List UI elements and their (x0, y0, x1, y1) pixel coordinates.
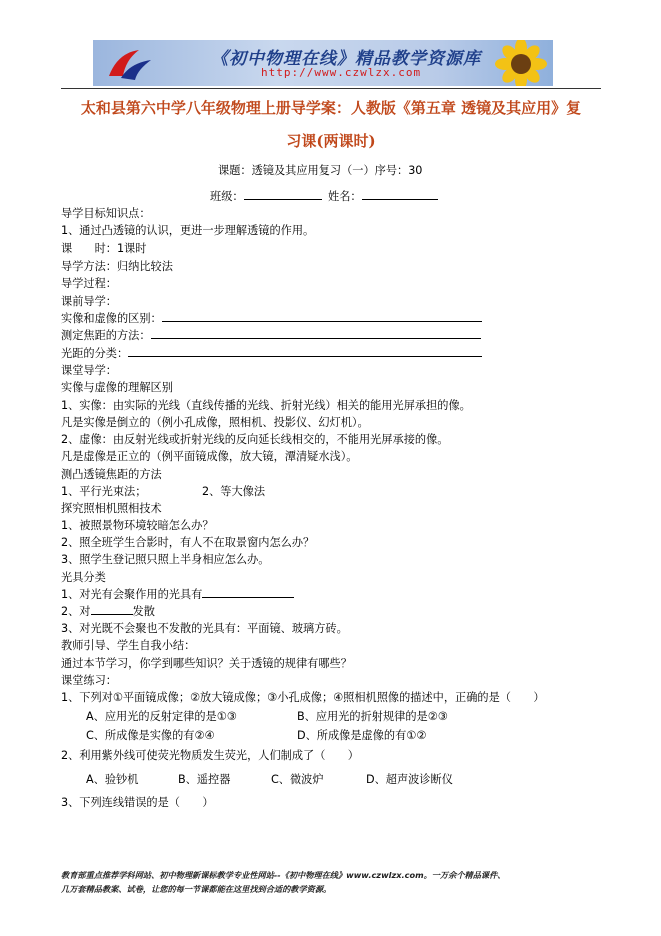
rv-heading: 实像与虚像的理解区别 (61, 381, 173, 394)
name-field (328, 188, 438, 204)
name-label: 姓名： (328, 190, 362, 203)
site-logo-icon (105, 46, 153, 82)
sunflower-icon (493, 40, 549, 86)
fill-blank (162, 310, 482, 322)
class-blank (244, 188, 322, 200)
fill-label: 光距的分类： (61, 347, 129, 360)
fill-blank (151, 327, 481, 339)
rv-item: 2、虚像：由反射光线或折射光线的反向延长线相交的，不能用光屏承接的像。 (61, 433, 449, 446)
goal-heading: 导学目标知识点： (61, 207, 151, 220)
class-hours: 课 时：1课时 (61, 242, 147, 255)
fill-blank (128, 345, 482, 357)
process-heading: 导学过程： (61, 277, 117, 290)
header-banner (93, 40, 553, 86)
option-b: B、应用光的折射规律的是②③ (297, 710, 448, 723)
fill-focal (61, 327, 481, 343)
name-blank (362, 188, 438, 200)
option-a: A、应用光的反射定律的是①③ (86, 710, 237, 723)
fill-real-virtual (61, 310, 482, 326)
class-label: 班级： (210, 190, 244, 203)
summary-question: 通过本节学习，你学到哪些知识？关于透镜的规律有哪些？ (61, 657, 352, 670)
banner-url: http://www.czwlzx.com (261, 66, 422, 79)
option-d: D、所成像是虚像的有①② (297, 729, 427, 742)
camera-heading: 探究照相机照相技术 (61, 502, 162, 515)
doc-title-line1: 太和县第六中学八年级物理上册导学案：人教版《第五章 透镜及其应用》复 (80, 99, 582, 117)
optic-item-3: 3、对光既不会聚也不发散的光具有：平面镜、玻璃方砖。 (61, 622, 348, 635)
class-field (210, 188, 322, 204)
teaching-method: 导学方法：归纳比较法 (61, 260, 173, 273)
footer-line: 教育部重点推荐学科网站、初中物理新课标教学专业性网站--《初中物理在线》www.czwlzx.com。一万余个精品课件、 (61, 870, 506, 880)
camera-item: 1、被照景物环境较暗怎么办？ (61, 519, 214, 532)
optic-blank (91, 603, 133, 615)
option-a: A、验钞机 (86, 773, 139, 786)
page-footer (61, 868, 606, 896)
focal-heading: 测凸透镜焦距的方法 (61, 468, 162, 481)
fill-label: 测定焦距的方法： (61, 329, 151, 342)
pre-lesson-heading: 课前导学： (61, 295, 117, 308)
option-d: D、超声波诊断仪 (366, 773, 453, 786)
question-1: 1、下列对①平面镜成像；②放大镜成像；③小孔成像；④照相机照像的描述中，正确的是（ ） (61, 691, 545, 704)
goal-item: 1、通过凸透镜的认识，更进一步理解透镜的作用。 (61, 224, 315, 237)
question-3: 3、下列连线错误的是（ ） (61, 796, 214, 809)
optic-label: 1、对光有会聚作用的光具有 (61, 588, 203, 601)
fill-lens-class (61, 345, 482, 361)
guide-heading: 教师引导、学生自我小结： (61, 639, 196, 652)
optic-label-end: 发散 (132, 605, 155, 618)
footer-line: 几万套精品教案、试卷，让您的每一节课都能在这里找到合适的教学资源。 (61, 884, 332, 894)
focal-item-1: 1、平行光束法； (61, 485, 147, 498)
practice-heading: 课堂练习： (61, 674, 117, 687)
focal-item-2: 2、等大像法 (202, 485, 266, 498)
lesson-label: 课题：透镜及其应用复习（一）序号：30 (218, 164, 423, 177)
fill-label: 实像和虚像的区别： (61, 312, 162, 325)
option-c: C、微波炉 (271, 773, 324, 786)
in-class-heading: 课堂导学： (61, 364, 117, 377)
optic-item-2 (61, 603, 155, 619)
rv-item: 1、实像：由实际的光线（直线传播的光线、折射光线）相关的能用光屏承担的像。 (61, 399, 471, 412)
option-b: B、遥控器 (178, 773, 231, 786)
question-2: 2、利用紫外线可使荧光物质发生荧光，人们制成了（ ） (61, 749, 359, 762)
optic-label: 2、对 (61, 605, 91, 618)
camera-item: 3、照学生登记照只照上半身相应怎么办。 (61, 553, 270, 566)
camera-item: 2、照全班学生合影时，有人不在取景窗内怎么办？ (61, 536, 315, 549)
rv-item: 凡是虚像是正立的（例平面镜成像，放大镜，潭清疑水浅）。 (61, 450, 358, 463)
header-divider (61, 88, 601, 89)
rv-item: 凡是实像是倒立的（例小孔成像，照相机、投影仪、幻灯机）。 (61, 416, 369, 429)
doc-title-line2: 习课(两课时) (286, 132, 376, 150)
option-c: C、所成像是实像的有②④ (86, 729, 215, 742)
optic-blank (202, 586, 294, 598)
optic-heading: 光具分类 (61, 571, 106, 584)
optic-item-1 (61, 586, 294, 602)
banner-title: 《初中物理在线》精品教学资源库 (211, 49, 481, 69)
